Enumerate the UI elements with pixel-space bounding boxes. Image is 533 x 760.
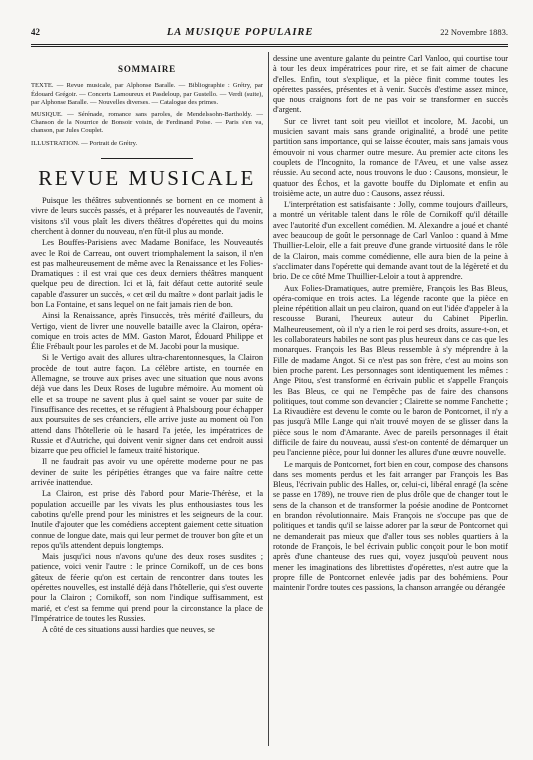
article-paragraph: dessine une aventure galante du peintre Carl Vanloo, qui courtise tour à tour les deux impératrices pour rire, et se fait aimer de chacune d'elles. Enfin, tout s'explique, et la pièce finit comme toutes les opérettes passées, présentes et à venir. Succès d'estime assez mince, que nous craignons fort de ne pas voir se transformer en succès d'argent. bbox=[273, 54, 508, 115]
article-title: REVUE MUSICALE bbox=[38, 165, 256, 190]
journal-title: LA MUSIQUE POPULAIRE bbox=[166, 27, 314, 38]
header-rule bbox=[31, 44, 508, 45]
sommaire-item-musique: MUSIQUE. — Sérénade, romance sans paroles, de Mendelssohn-Bartholdy. — Chanson de la Nourrice de Bonsoir voisin, de Ferdinand Poise. — Paris s'en va, chanson, par Jules Couplet. bbox=[31, 110, 263, 135]
article-paragraph: Puisque les théâtres subventionnés se bornent en ce moment à vivre de leurs succès passés, et à préparer les nouveautés de l'avenir, visitons s'il vous plaît les divers théâtres d'opérettes qui du moins cherchent à donner du nouveau, n'en fût-il plus au monde. bbox=[31, 196, 263, 236]
sommaire-item-illustration: ILLUSTRATION. — Portrait de Grétry. bbox=[31, 139, 138, 147]
sommaire-divider bbox=[101, 158, 193, 159]
sommaire-item-texte: TEXTE. — Revue musicale, par Alphonse Baralle. — Bibliographie : Grétry, par Édouard Grégoir. — Concerts Lamoureux et Pasdeloup, par Gustello. — Verdi (suite), par Alphonse Baralle. — Nouvelles diverses. — Catalogue des primes. bbox=[31, 82, 263, 106]
article-paragraph: Si le Vertigo avait des allures ultra-charentonnesques, la Clairon procède de tout autre façon. La célèbre artiste, en tournée en Allemagne, se trouve aux prises avec une situation que nous avons déjà vue dans les Deux Roses de lugubre mémoire. Au moment où elle et sa troupe ne savent plus à quel saint se vouer par suite de l'insuffisance des recettes, et se réfugient à Phalsbourg pour échapper aux poursuites de ses créanciers, elle arrive juste au moment où l'on attend dans l'hôtellerie où le hasard l'a jetée, les impératrices de Russie et d'Autriche, qui doivent venir signer dans cet endroit aussi bizarre que peu officiel le fameux traité historique. bbox=[31, 353, 263, 456]
left-column bbox=[31, 54, 263, 744]
article-paragraph: Aux Folies-Dramatiques, autre première, François les Bas Bleus, opéra-comique en trois actes. La légende raconte que la pièce en pleine répétition allait un peu clairon, quand on eut l'idée d'appeler à la rescousse Burani, l'heureux auteur du Cabinet Piperlin. Malheureusement, où il n'y a rien le roi perd ses droits, assure-t-on, et les collaborateurs habiles ne sont pas plus heureux dans ce cas que les monarques. François les Bas Bleus ressemble à s'y méprendre à la Fille de madame Angot. Si ce n'est pas son frère, c'est au moins son bien proche parent. Les personnages sont identiquement les mêmes : Ange Pitou, s'est transformé en écrivain public et s'appelle François les Bas Bleus, ce qui ne l'empêche pas de faire des chansons politiques, tout comme son devancier ; Clairette se nomme Fanchette ; La Rivaudière est devenu le comte ou le baron de Pontcornet, il n'y a pas jusqu'à Mlle Lange qui n'ait trouvé moyen de se glisser dans la pièce sous le nom d'Amarante. Avec de pareils personnages il était difficile de faire du nouveau, aussi s'est-on contenté de démarquer un peu l'ancienne pièce, pour lui donner les allures d'une œuvre nouvelle. bbox=[273, 283, 508, 458]
issue-date: 22 Novembre 1883. bbox=[440, 27, 508, 37]
right-column bbox=[273, 54, 508, 744]
article-paragraph: Ainsi la Renaissance, après l'insuccès, très mérité d'ailleurs, du Vertigo, vient de livrer une nouvelle bataille avec la Clairon, opéra-comique en trois actes de MM. Gaston Marot, Édouard Philippe et Élie Frébault pour les paroles et de M. Jacobi pour la musique. bbox=[31, 311, 263, 352]
running-header bbox=[31, 27, 508, 41]
header-rule-thin bbox=[31, 46, 508, 47]
article-paragraph: A côté de ces situations aussi hardies que neuves, se bbox=[42, 625, 215, 635]
article-paragraph: Il ne faudrait pas avoir vu une opérette moderne pour ne pas deviner de suite les péripéties étranges que va faire naître cette arrivée inattendue. bbox=[31, 457, 263, 488]
article-paragraph: Sur ce livret tant soit peu vieillot et incolore, M. Jacobi, un musicien savant mais sans grande originalité, a brodé une petite partition sans importance, qui se laisse écouter, mais sans jamais vous émouvoir ni vous charmer outre mesure. Au premier acte citons les couplets de l'Incognito, la romance de l'Aveu, et une valse assez réussie. Au second acte, nous trouvons le duo : Causons, monsieur, le quatuor des Échos, et la gavotte bouffe du Diplomate et enfin au troisième acte, un autre duo : Causons, assez réussi. bbox=[273, 116, 508, 198]
page-number: 42 bbox=[31, 27, 40, 37]
article-paragraph: L'interprétation est satisfaisante : Jolly, comme toujours d'ailleurs, a montré un véritable talent dans le rôle de Cornikoff qu'il détaille avec l'autorité d'un excellent comédien. M. Alexandre a joué et chanté avec beaucoup de goût le personnage de Carl Vanloo : quand à Mme Thuillier-Leloir, elle a fait preuve d'une grande virtuosité dans le rôle de la Clairon, mais comme comédienne, elle aura bien de la peine à s'acclimater dans l'opérette qui demande avant tout de la légèreté et du brio. De ce côté Mme Thuillier-Leloir a tout à apprendre. bbox=[273, 200, 508, 282]
column-divider bbox=[268, 52, 269, 746]
article-paragraph: La Clairon, est prise dès l'abord pour Marie-Thérèse, et la population accueille par les vivats les plus enthousiastes tous les cabotins qu'elle prend pour les ministres et les seigneurs de la cour. Inutile d'ajouter que les comédiens acceptent gaiement cette situation connue de longue date, mais qui leur permet de trouver bon gîte et un repos qu'ils attendent depuis longtemps. bbox=[31, 489, 263, 550]
sommaire-title: SOMMAIRE bbox=[118, 64, 176, 74]
article-paragraph: Le marquis de Pontcornet, fort bien en cour, compose des chansons dans ses moments perdus et les fait arranger par François les Bas Bleus, l'écrivain public des Halles, or, celui-ci, libéral enragé (la scène se passe en 1789), ne trouve rien de plus drôle que de changer tout le sens de la chanson et de transformer la poésie anodine de Pontcornet en brandon révolutionnaire. Mais François ne s'occupe pas que de politiques et tandis qu'il se laisse adorer par la sœur de Pontcornet qui ne demanderait pas mieux que d'aller tous ses nobles quartiers à la rotonde de François, le bel écrivain public conçoit pour le bon motif après d'une chanteuse des rues qui, voyez jusqu'où peuvent nous mener les imaginations des librettistes d'opérettes, n'est autre que la propre fille de Pontcornet enlevée jadis par des bohémiens. Pour maintenir l'ordre toutes ces passions, la chanson arrangée ou dérangée bbox=[273, 459, 508, 593]
article-paragraph: Les Bouffes-Parisiens avec Madame Boniface, les Nouveautés avec le Roi de Carreau, ont ouvert triomphalement la saison, il n'en est pas malheureusement de même avec la Renaissance et les Folies-Dramatiques : il est vrai que ces deux derniers théâtres manquent quelque peu de direction. Ici et là, fait défaut cette autorité seule capable d'assurer un succès, « cet œil du maître » dont parlait jadis le bon La Fontaine, et sans lequel on ne fait jamais rien de bon. bbox=[31, 238, 263, 309]
article-paragraph: Mais jusqu'ici nous n'avons qu'une des deux roses susdites ; patience, voici venir l'autre : le prince Cornikoff, un de ces bons gâteux de féerie qu'on est certain de rencontrer dans toutes les opérettes nouvelles, est installé déjà dans l'hôtellerie, qui s'est ouverte pour la Clairon ; Cornikoff, son nom l'indique suffisamment, est marié, et c'est sa femme qui prend pour la circonstance la place de l'Impératrice de toutes les Russies. bbox=[31, 552, 263, 623]
